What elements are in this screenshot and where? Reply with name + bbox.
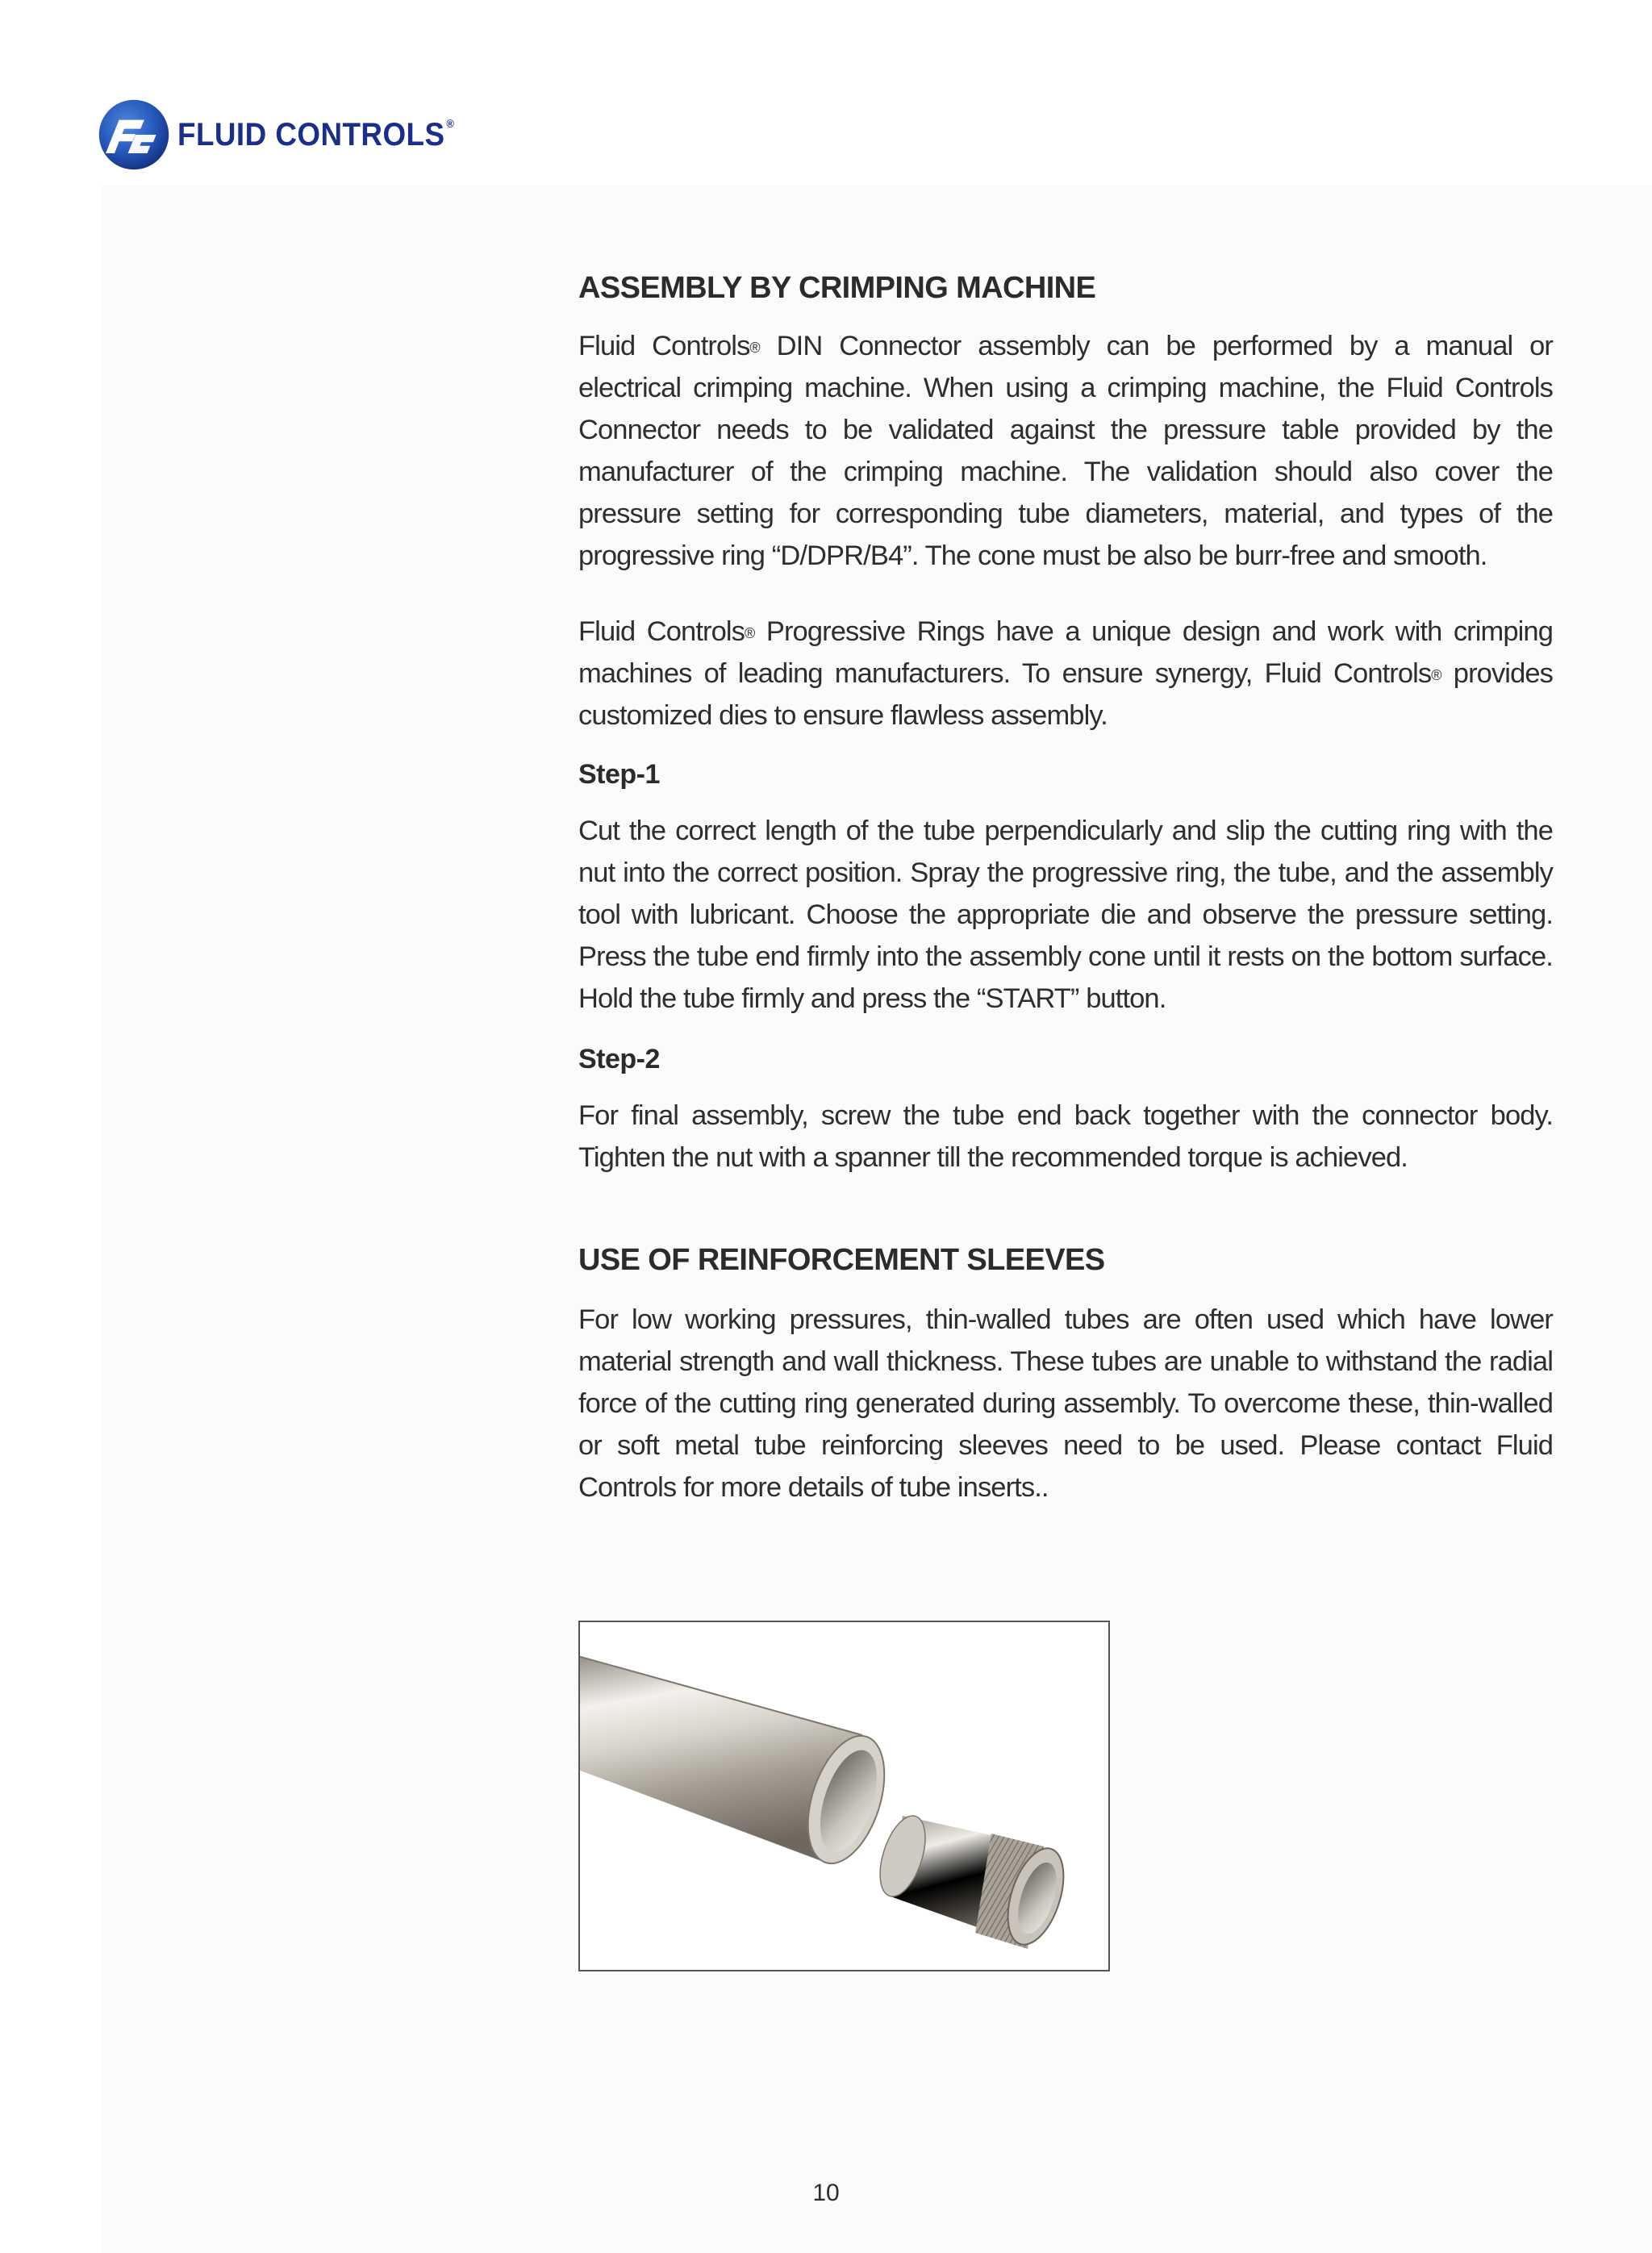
crimping-paragraph-1: Fluid Controls® DIN Connector assembly can be performed by a manual or electrical crimping machine. When using a crimping machine, the Fluid Controls Connector needs to be validated against the pressure table provided by the manufacturer of the crimping machine. The validation should also cover the pressure setting for corresponding tube diameters, material, and types of the progressive ring “D/DPR/B4”. The cone must be also be burr-free and smooth. — [578, 331, 1553, 571]
brand-logo — [97, 98, 478, 171]
crimping-paragraph-2: Fluid Controls® Progressive Rings have a unique design and work with crimping machines of leading manufacturers. To ensure synergy, Fluid Controls® provides customized dies to ensure flawless assembly. — [578, 616, 1553, 731]
tube-sleeve-illustration — [580, 1622, 1108, 1970]
page-number: 10 — [812, 2180, 840, 2206]
section-heading-reinforcement: USE OF REINFORCEMENT SLEEVES — [578, 1243, 1105, 1277]
step-2-title: Step-2 — [578, 1044, 660, 1074]
step-2-text: For final assembly, screw the tube end back together with the connector body. Tighten the nut with a spanner till the recommended torque is achieved. — [578, 1100, 1553, 1173]
step-1-text: Cut the correct length of the tube perpendicularly and slip the cutting ring with the nut into the correct position. Spray the progressive ring, the tube, and the assembly tool with lubricant. Choose the appropriate die and observe the pressure setting. Press the tube end firmly into the assembly cone until it rests on the bottom surface. Hold the tube firmly and press the “START” button. — [578, 816, 1553, 1014]
tube-and-sleeve-photo — [578, 1621, 1110, 1971]
reinforcement-paragraph: For low working pressures, thin-walled tubes are often used which have lower material strength and wall thickness. These tubes are unable to withstand the radial force of the cutting ring generated during assembly. To overcome these, thin-walled or soft metal tube reinforcing sleeves need to be used. Please contact Fluid Controls for more details of tube inserts.. — [578, 1304, 1553, 1503]
step-1-title: Step-1 — [578, 759, 660, 790]
brand-name: FLUID CONTROLS ® — [177, 116, 455, 152]
section-heading-crimping: ASSEMBLY BY CRIMPING MACHINE — [578, 271, 1096, 305]
fluid-controls-logo-icon — [97, 98, 171, 172]
main-content — [578, 266, 1553, 1508]
brand-registered-mark: ® — [446, 116, 455, 130]
